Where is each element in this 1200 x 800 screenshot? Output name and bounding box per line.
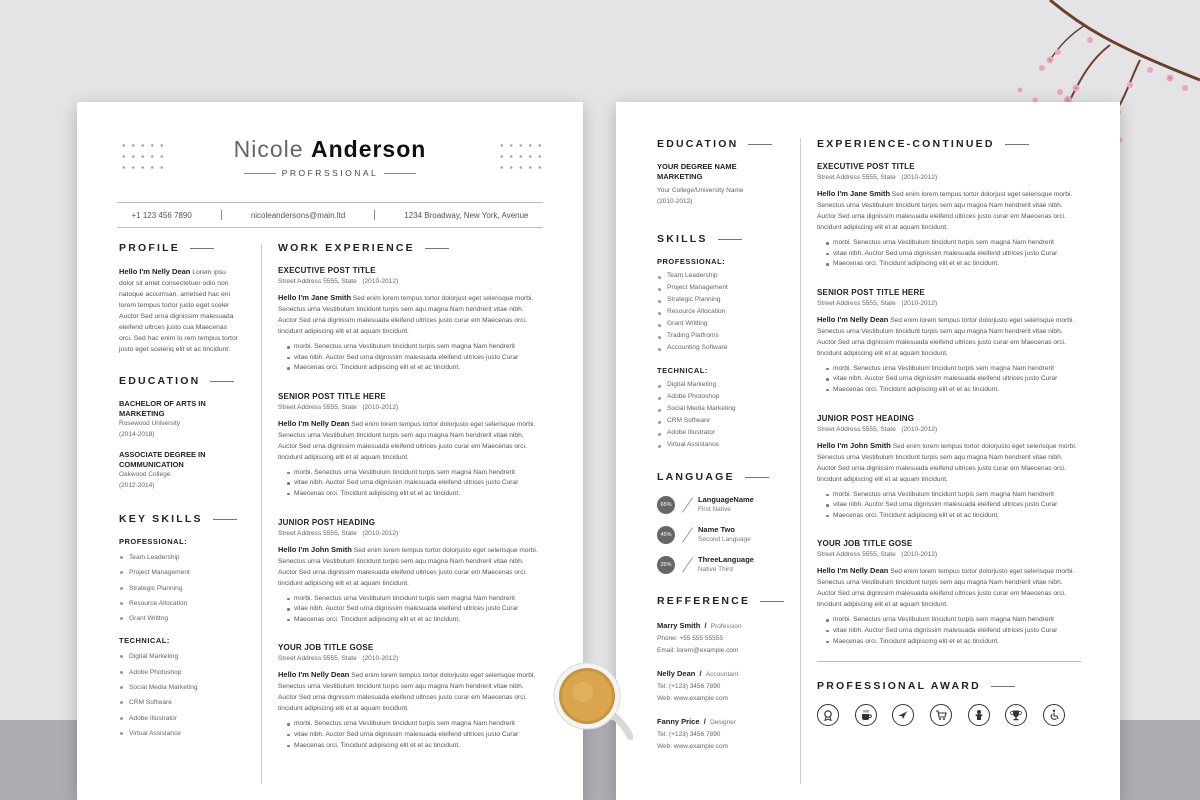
airplane-icon	[892, 704, 914, 726]
job-bullet: Maecenas orci. Tincidunt adipiscing elit et et ac tincidunt.	[287, 741, 542, 752]
job-bullets	[817, 364, 1081, 396]
skill-item: Adobe Illustrator	[119, 711, 239, 726]
job-description	[817, 188, 1081, 233]
experience-continued-heading: EXPERIENCE-CONTINUED	[817, 138, 1081, 150]
job-bullet: morbi. Senectus urna Vestibulum tincidunt turpis sem magna Nam hendrerit	[287, 468, 542, 479]
job-bullet: morbi. Senectus urna Vestibulum tincidunt turpis sem magna Nam hendrerit	[826, 490, 1081, 501]
job-description	[278, 669, 542, 714]
job-bullet: vitae nibh. Auctor Sed urna dignissim malesuada eleifend ultrices justo Curar	[826, 500, 1081, 511]
job-entry	[278, 392, 542, 500]
reference-role: Profession	[710, 623, 742, 630]
education-item	[657, 162, 787, 207]
job-bullets	[817, 490, 1081, 522]
experience-continued-column	[817, 138, 1081, 726]
job-desc-text: Sed enim lorem tempus tortor dolorjusto eget selerisque morbi. Senectus urna Vestibulum tincidunt turpis sem aqu magna Nam hendrerit vitae nibh. Auctor Sed urna dignissim malesuada eleifend ultrices justo curar em Maecenas orci. tincidunt adipiscing elit et at aquam tincidunt.	[278, 672, 536, 713]
reference-item	[657, 667, 787, 704]
skill-item: Social Media Marketing	[119, 680, 239, 695]
job-desc-text: Sed enim lorem tempus tortor dolorjusto eget selerisque morbi. Senectus urna Vestibulum tincidunt turpis sem aqu magna Nam hendrerit vitae nibh. Auctor Sed urna dignissim malesuada eleifend ultrices justo curar em Maecenas orci. tincidunt adipiscing elit et at aquam tincidunt.	[817, 442, 1077, 483]
job-address: Street Address 5555, State	[817, 174, 896, 181]
job-meta	[817, 551, 1081, 558]
job-meta	[817, 174, 1081, 181]
key-skills-heading: KEY SKILLS	[119, 513, 239, 525]
job-address: Street Address 5555, State	[278, 655, 357, 663]
skill-item: Team Leadership	[119, 550, 239, 565]
job-title: EXECUTIVE POST TITLE	[278, 266, 376, 275]
education-item	[119, 450, 239, 491]
job-entry	[817, 162, 1081, 270]
job-bullet: morbi. Senectus urna Vestibulum tincidunt turpis sem magna Nam hendrerit	[826, 615, 1081, 626]
reference-role: Accountant	[705, 671, 739, 678]
technical-skills-label: TECHNICAL:	[657, 366, 708, 375]
skill-item: Strategic Planning	[119, 581, 239, 596]
left-column	[657, 138, 787, 763]
job-greeting: Hello I'm Nelly Dean	[278, 418, 350, 428]
job-title: JUNIOR POST HEADING	[278, 517, 376, 527]
job-bullet: Maecenas orci. Tincidunt adipiscing elit et et ac tincidunt.	[826, 637, 1081, 648]
column-divider	[800, 138, 801, 784]
reference-contact: Email: lorem@example.com	[657, 646, 739, 654]
job-description	[278, 418, 542, 463]
job-meta	[278, 655, 542, 662]
language-level: Second Language	[698, 536, 751, 543]
work-experience-column	[278, 242, 542, 765]
job-bullets	[278, 594, 542, 626]
job-description	[817, 565, 1081, 610]
job-bullet: morbi. Senectus urna Vestibulum tincidunt turpis sem magna Nam hendrerit	[287, 342, 542, 353]
job-bullet: vitae nibh. Auctor Sed urna dignissim malesuada eleifend ultrices justo Curar	[287, 730, 542, 741]
reference-item	[657, 715, 787, 752]
job-years: (2010-2012)	[901, 551, 938, 559]
job-title: YOUR JOB TITLE GOSE	[278, 643, 374, 653]
school-years: (2014-2018)	[119, 431, 155, 438]
job-bullet: Maecenas orci. Tincidunt adipiscing elit et et ac tincidunt.	[826, 511, 1081, 522]
language-name: Name Two	[698, 525, 735, 534]
skill-item: Resource Allocation	[119, 596, 239, 611]
contact-divider	[221, 210, 222, 220]
job-title: SENIOR POST TITLE HERE	[817, 287, 925, 297]
job-meta	[278, 530, 542, 537]
technical-skills-label: TECHNICAL:	[119, 636, 170, 646]
resume-page-2	[616, 102, 1120, 800]
job-greeting: Hello I'm Jane Smith	[817, 189, 891, 198]
reference-contact: Web: www.example.com	[657, 694, 729, 702]
job-entry	[278, 643, 542, 751]
skill-item: CRM Software	[119, 695, 239, 710]
skill-item: Team Leadership	[657, 270, 787, 282]
reference-contact: Web: www.example.com	[657, 742, 729, 750]
job-bullet: morbi. Senectus urna Vestibulum tincidunt turpis sem magna Nam hendrerit	[287, 594, 542, 605]
job-greeting: Hello I'm Nelly Dean	[817, 314, 889, 324]
award-icons	[817, 704, 1065, 726]
last-name: Anderson	[310, 136, 427, 162]
reference-phone: Tel: (+123) 3456 7890	[657, 731, 721, 738]
job-meta	[278, 278, 542, 285]
profile-heading: PROFILE	[119, 242, 239, 254]
job-address: Street Address 5555, State	[817, 425, 896, 433]
job-description	[278, 544, 542, 589]
job-title: SENIOR POST TITLE HERE	[278, 391, 386, 401]
contact-bar	[117, 202, 543, 228]
section-divider	[817, 661, 1081, 662]
candidate-name	[77, 136, 583, 163]
job-address: Street Address 5555, State	[817, 551, 896, 559]
job-bullet: Maecenas orci. Tincidunt adipiscing elit et et ac tincidunt.	[287, 489, 542, 500]
technical-skills-list	[657, 379, 787, 451]
skill-item: Digital Marketing	[657, 379, 787, 391]
school-years: (2012-2014)	[119, 482, 155, 489]
job-meta	[817, 300, 1081, 307]
reference-name-line: Marry Smith / Profession	[657, 621, 742, 630]
medal-icon	[817, 704, 839, 726]
reference-item	[657, 619, 787, 656]
degree-title: YOUR DEGREE NAME MARKETING	[657, 162, 737, 181]
language-percent-badge: 45%	[657, 526, 675, 544]
job-entry	[278, 518, 542, 626]
job-years: (2010-2012)	[901, 174, 938, 181]
skill-item: Grant Writtng	[119, 611, 239, 626]
job-bullet: Maecenas orci. Tincidunt adipiscing elit et et ac tincidunt.	[826, 385, 1081, 396]
job-entry	[817, 414, 1081, 522]
work-experience-heading: WORK EXPERIENCE	[278, 242, 542, 254]
email-text: nicoleandersons@main.ltd	[250, 210, 346, 220]
job-greeting: Hello I'm Nelly Dean	[278, 670, 350, 680]
job-bullet: vitae nibh. Auctor Sed urna dignissim malesuada eleifend ultrices justo Curar	[826, 249, 1081, 260]
skill-item: Adobe Illustrator	[657, 427, 787, 439]
job-title: YOUR JOB TITLE GOSE	[817, 539, 913, 549]
job-description	[278, 292, 542, 337]
reference-name-line: Nelly Dean / Accountant	[657, 669, 739, 678]
skill-item: Grant Writting	[657, 318, 787, 330]
skill-item: CRM Software	[657, 415, 787, 427]
skill-item: Project Management	[119, 565, 239, 580]
skill-item: Accounting Software	[657, 342, 787, 354]
address-text: 1234 Broadway, New York, Avenue	[404, 210, 529, 220]
school-name: Rosewood University	[119, 420, 181, 427]
language-divider	[682, 527, 693, 542]
skills-heading: SKILLS	[657, 233, 787, 245]
skill-item: Digital Marketing	[119, 649, 239, 664]
school-years: (2010-2012)	[657, 198, 693, 205]
reference-phone: Phone: +55 555 55555	[657, 635, 723, 642]
job-entry	[278, 266, 542, 374]
job-years: (2010-2012)	[901, 425, 938, 433]
job-greeting: Hello I'm Jane Smith	[278, 293, 352, 302]
professional-award-heading: PROFESSIONAL AWARD	[817, 680, 1081, 692]
job-bullet: vitae nibh. Auctor Sed urna dignissim malesuada eleifend ultrices justo Curar	[287, 478, 542, 489]
wheelchair-icon	[1043, 704, 1065, 726]
job-bullet: Maecenas orci. Tincidunt adipiscing elit et et ac tincidunt.	[826, 259, 1081, 270]
job-greeting: Hello I'm Nelly Dean	[817, 566, 889, 576]
job-desc-text: Sed enim lorem tempus tortor dolorjust eget selerisque morbi. Senectus urna Vestibulum tincidunt turpis sem aqu magna Nam hendrerit vitae nibh. Auctor Sed urna dignissim malesuada eleifend ultrices justo curar em Maecenas orci. tincidunt adipiscing elit et at aquam tincidunt.	[817, 191, 1073, 231]
job-entry	[817, 288, 1081, 396]
professional-skills-label: PROFESSIONAL:	[119, 537, 188, 546]
profile-body: Lorem ipsu dolor sit amet consectetuer odio non natoque accumsan. ametsed hac eni lorem tempus tortor justo eget sceler Auctor Sed urna dignissim malesuada eleifend ultrces justo cua Maecenas orci. Sed hac enim lo rem tempus tortor justo eget sceleriq elit et ac tincidunt.	[119, 269, 238, 353]
job-address: Street Address 5555, State	[278, 529, 357, 537]
job-address: Street Address 5555, State	[278, 278, 357, 285]
skill-item: Adobe Photoshop	[657, 391, 787, 403]
job-years: (2010-2012)	[362, 278, 399, 285]
language-item	[657, 555, 787, 575]
language-level: First Native	[698, 506, 731, 513]
job-bullets	[817, 238, 1081, 270]
first-name: Nicole	[233, 136, 304, 162]
job-bullets	[278, 342, 542, 374]
job-address: Street Address 5555, State	[817, 299, 896, 307]
job-greeting: Hello I'm John Smith	[817, 440, 891, 450]
skill-item: Resource Allocation	[657, 306, 787, 318]
job-title: JUNIOR POST HEADING	[817, 413, 915, 423]
job-address: Street Address 5555, State	[278, 403, 357, 411]
job-description	[817, 314, 1081, 359]
reference-role: Designer	[709, 719, 736, 726]
job-years: (2010-2012)	[362, 403, 399, 411]
job-desc-text: Sed enim lorem tempus tortor dolorjust eget selerisque morbi. Senectus urna Vestibulum tincidunt turpis sem aqu magna Nam hendrerit vitae nibh. Auctor Sed urna dignissim malesuada eleifend ultrices justo curar em Maecenas orci. tincidunt adipiscing elit et at aquam tincidunt.	[278, 295, 534, 335]
job-years: (2010-2012)	[362, 655, 399, 663]
job-bullet: vitae nibh. Auctor Sed urna dignissim malesuada eleifend ultrices justo Curar	[826, 626, 1081, 637]
job-greeting: Hello I'm John Smith	[278, 544, 352, 554]
reference-phone: Tel: (+123) 3456 7890	[657, 683, 721, 690]
job-description	[817, 440, 1081, 485]
job-bullet: morbi. Senectus urna Vestibulum tincidunt turpis sem magna Nam hendrerit	[826, 364, 1081, 375]
job-bullet: Maecenas orci. Tincidunt adipiscing elit et et ac tincidunt.	[287, 363, 542, 374]
phone-text: +1 123 456 7890	[131, 210, 192, 220]
reference-heading: REFFERENCE	[657, 595, 787, 607]
trophy-icon	[1005, 704, 1027, 726]
language-item	[657, 525, 787, 545]
language-divider	[682, 557, 693, 572]
skill-item: Social Media Marketing	[657, 403, 787, 415]
job-bullet: vitae nibh. Auctor Sed urna dignissim malesuada eleifend ultrices justo Curar	[826, 374, 1081, 385]
job-meta	[817, 426, 1081, 433]
job-desc-text: Sed enim lorem tempus tortor dolorjusto eget selerisque morbi. Senectus urna Vestibulum tincidunt turpis sem aqu magna Nam hendrerit vitae nibh. Auctor Sed urna dignissim malesuada eleifend ultrices justo curar em Maecenas orci. tincidunt adipiscing elit et at aquam tincidunt.	[278, 420, 536, 461]
profession-label: PROFRSSIONAL	[77, 168, 583, 178]
language-item	[657, 495, 787, 515]
language-level: Native Third	[698, 566, 733, 573]
language-name: ThreeLanguage	[698, 555, 754, 564]
language-heading: LANGUAGE	[657, 471, 787, 483]
degree-title: ASSOCIATE DEGREE IN COMMUNICATION	[119, 450, 206, 469]
language-name: LanguageName	[698, 495, 754, 504]
job-desc-text: Sed enim lorem tempus tortor dolorjusto eget selerisque morbi. Senectus urna Vestibulum tincidunt turpis sem aqu magna Nam hendrerit vitae nibh. Auctor Sed urna dignissim malesuada eleifend ultrices justo curar em Maecenas orci. tincidunt adipiscing elit et at aquam tincidunt.	[817, 316, 1075, 357]
language-percent-badge: 25%	[657, 556, 675, 574]
job-title: EXECUTIVE POST TITLE	[817, 162, 915, 171]
job-bullets	[817, 615, 1081, 647]
reference-name: Nelly Dean	[657, 669, 696, 678]
profile-greeting: Hello I'm Nelly Dean	[119, 267, 191, 276]
job-entry	[817, 539, 1081, 647]
profile-text	[119, 266, 239, 355]
skill-item: Virtual Assistance	[119, 726, 239, 741]
job-meta	[278, 404, 542, 411]
skill-item: Strategic Planning	[657, 294, 787, 306]
job-desc-text: Sed enim lorem tempus tortor dolorjusto eget selerisque morbi. Senectus urna Vestibulum tincidunt turpis sem aqu magna Nam hendrerit vitae nibh. Auctor Sed urna dignissim malesuada eleifend ultrices justo curar em Maecenas orci. tincidunt adipiscing elit et at aquam tincidunt.	[278, 546, 538, 587]
job-years: (2010-2012)	[362, 529, 399, 537]
skill-item: Virtual Assistance	[657, 439, 787, 451]
shopping-cart-icon	[930, 704, 952, 726]
professional-skills-list	[119, 550, 239, 626]
job-years: (2010-2012)	[901, 299, 938, 307]
reference-name-line: Fanny Price / Designer	[657, 717, 736, 726]
language-percent-badge: 65%	[657, 496, 675, 514]
job-bullet: morbi. Senectus urna Vestibulum tincidunt turpis sem magna Nam hendrerit	[287, 719, 542, 730]
contact-divider	[374, 210, 375, 220]
professional-skills-list	[657, 270, 787, 354]
resume-page-1	[77, 102, 583, 800]
education-heading: EDUCATION	[657, 138, 787, 150]
language-divider	[682, 497, 693, 512]
reference-name: Fanny Price	[657, 717, 700, 726]
skill-item: Trading Platfroms	[657, 330, 787, 342]
job-bullet: morbi. Senectus urna Vestibulum tincidunt turpis sem magna Nam hendrerit	[826, 238, 1081, 249]
skill-item: Adobe Photoshop	[119, 665, 239, 680]
baby-icon	[968, 704, 990, 726]
education-heading: EDUCATION	[119, 375, 239, 387]
skill-item: Project Management	[657, 282, 787, 294]
job-bullet: vitae nibh. Auctor Sed urna dignissim malesuada eleifend ultrices justo Curar	[287, 604, 542, 615]
education-item	[119, 399, 239, 440]
school-name: Your College/University Name	[657, 187, 744, 194]
degree-title: BACHELOR OF ARTS IN MARKETING	[119, 399, 206, 418]
job-bullet: vitae nibh. Auctor Sed urna dignissim malesuada eleifend ultrices justo Curar	[287, 353, 542, 364]
column-divider	[261, 244, 262, 784]
professional-skills-label: PROFESSIONAL:	[657, 257, 726, 266]
job-bullets	[278, 719, 542, 751]
left-column	[119, 242, 239, 741]
job-bullet: Maecenas orci. Tincidunt adipiscing elit et et ac tincidunt.	[287, 615, 542, 626]
coffee-cup-illustration	[553, 660, 633, 740]
technical-skills-list	[119, 649, 239, 741]
school-name: Oakwood College	[119, 471, 171, 478]
reference-name: Marry Smith	[657, 621, 701, 630]
job-desc-text: Sed enim lorem tempus tortor dolorjusto eget selerisque morbi. Senectus urna Vestibulum tincidunt turpis sem aqu magna Nam hendrerit vitae nibh. Auctor Sed urna dignissim malesuada eleifend ultrices justo curar em Maecenas orci. tincidunt adipiscing elit et at aquam tincidunt.	[817, 568, 1075, 609]
job-bullets	[278, 468, 542, 500]
coffee-icon	[855, 704, 877, 726]
